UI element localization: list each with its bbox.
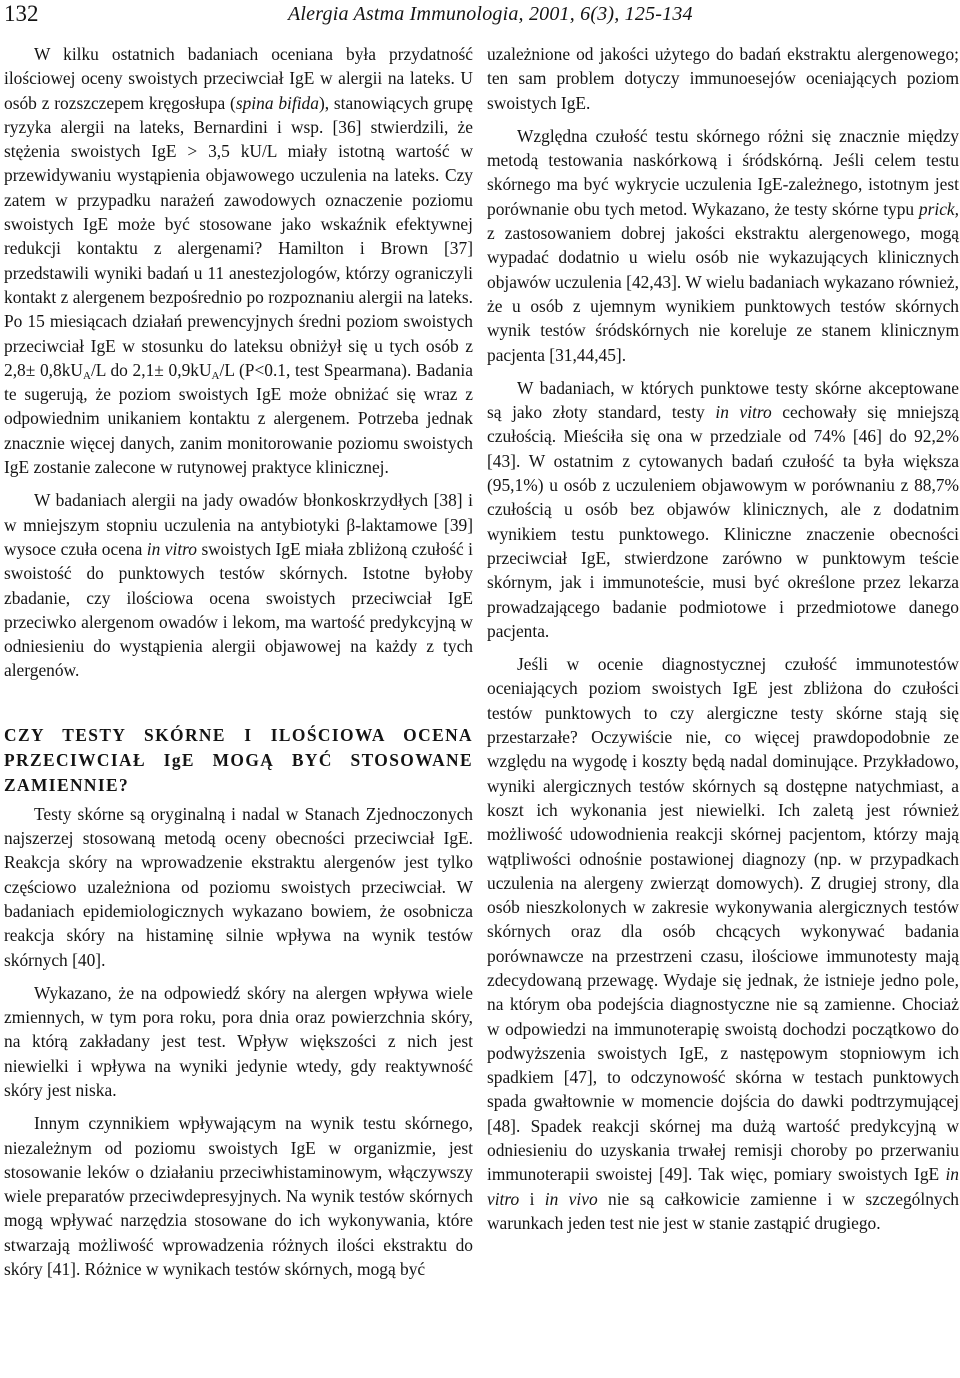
paragraph: Wykazano, że na odpowiedź skóry na alergen wpływa wiele zmiennych, w tym pora roku, pora dnia oraz powierzchnia skóry, na którą zakładany jest test. Wpływ większości z nich jest niewielki i wpływa na wyniki jedynie wtedy, gdy reaktywność skóry jest niska. xyxy=(4,982,473,1100)
paragraph: Innym czynnikiem wpływającym na wynik testu skórnego, niezależnym od poziomu swoistych IgE w organizmie, jest stosowanie leków o działaniu przeciwhistaminowym, włączywszy wiele preparatów przeciwdepresyjnych. Na wynik testów skórnych mogą wpływać narzędzia stosowane do ich wykonywania, które stwarzają możliwość wprowadzenia różnych ilości ekstraktu do skóry [41]. Różnice w wynikach testów skórnych, mogą być xyxy=(4,1113,473,1280)
paragraph: Testy skórne są oryginalną i nadal w Stanach Zjednoczonych najszerzej stosowaną metodą oceny obecności przeciwciał IgE. Reakcja skóry na wprowadzenie ekstraktu alergenów jest tylko częściowo uzależniona od poziomu swoistych przeciwciał. W badaniach epidemiologicznych wykazano bowiem, że osobnicza reakcja skóry na histaminę silnie wpływa na wynik testów skórnych [40]. xyxy=(4,803,473,970)
paragraph: W kilku ostatnich badaniach oceniana była przydatność ilościowej oceny swoistych przeciwciał IgE w alergii na lateks. U osób z rozszczepem kręgosłupa (spina bifida), stanowiących grupę ryzyka alergii na lateks, Bernardini i wsp. [36] stwierdzili, że stężenia swoistych IgE > 3,5 kU/L miały istotną wartość w przewidywaniu wystąpienia objawowego uczulenia na lateks. Czy zatem w przypadku narażeń zawodowych oznaczenie poziomu swoistych IgE może być stosowane jako wskaźnik efektywnej redukcji kontaktu z alergenami? Hamilton i Brown [37] przedstawili wyniki badań u 11 anestezjologów, którzy ograniczyli kontakt z alergenem bezpośrednio po rozpoznaniu alergii na lateks. Po 15 miesiącach działań prewencyjnych średni poziom swoistych przeciwciał IgE w stosunku do lateksu obniżył się u tych osób z $2,8\pm 0,8kU_A/L$ do $2,1\pm 0,9kU_A/L$ (P<0.1, test Spearmana). Badania te sugerują, że poziom swoistych IgE może obniżać się wraz z odpowiednim unikaniem kontaktu z alergenem. Potrzeba jednak znacznie więcej danych, zanim monitorowanie poziomu swoistych IgE zostanie zalecone w rutynowej praktyce klinicznej. xyxy=(4,44,473,478)
paragraph: Jeśli w ocenie diagnostycznej czułość immunotestów oceniających poziom swoistych IgE jest zbliżona do czułości testów punktowych to czy alergiczne testy skórne stają się przestarzałe? Oczywiście nie, co więcej prawdopodobnie ze względu na wygodę i koszty będą nadal dominujące. Przykładowo, wyniki alergicznych testów skórnych są dostępne natychmiast, a koszt ich wykonania jest niewielki. Ich zaletą jest również możliwość udowodnienia reakcji skórnej pacjentom, którzy mają wątpliwości odnośnie postawionej diagnozy (np. w przypadkach uczulenia na alergeny zwierząt domowych). Z drugiej strony, dla osób nieszkolonych w zakresie wykonywania alergicznych testów skórnych oraz dla osób chcących wykonywać badania porównawcze na przestrzeni czasu, ilościowe immunotesty mają zdecydowaną przewagę. Wydaje się jednak, że istnieje jedno pole, na którym oba podejścia diagnostyczne nie są zamienne. Chociaż w odpowiedzi na immunoterapię swoistą dochodzi początkowo do podwyższenia swoistych IgE, z następowym stopniowym ich spadkiem [47], to odczynowość skórna w testach punktowych spada gwałtownie w momencie dojścia do dawki podtrzymującej [48]. Spadek reakcji skórnej ma dużą wartość predykcyjną w odniesieniu do uzyskania trwałej remisji choroby po przerwaniu immunoterapii swoistej [49]. Tak więc, pomiary swoistych IgE in vitro i in vivo nie są całkowicie zamienne i w szczególnych warunkach jeden test nie jest w stanie zastąpić drugiego. xyxy=(487,654,960,1233)
page-number: 132 xyxy=(4,1,39,26)
paragraph-continued: uzależnione od jakości użytego do badań ekstraktu alergenowego; ten sam problem dotyczy immunoesejów oceniających poziom swoistych IgE. xyxy=(487,44,959,113)
right-column xyxy=(487,42,959,1235)
paragraph: Względna czułość testu skórnego różni się znacznie między metodą testowania naskórkową i śródskórną. Jeśli celem testu skórnego ma być wykrycie uczulenia IgE-zależnego, istotnym jest porównanie obu tych metod. Wykazano, że testy skórne typu prick, z zastosowaniem dobrej jakości ekstraktu alergenowego, mogą wypadać dodatnio u wielu osób nie wykazujących klinicznych objawów uczulenia [42,43]. W wielu badaniach wykazano również, że u osób z ujemnym wynikiem punktowych testów skórnych wynik testów śródskórnych nie koreluje ze stanem klinicznym pacjenta [31,44,45]. xyxy=(487,125,959,365)
left-column xyxy=(4,42,473,1281)
paragraph: W badaniach alergii na jady owadów błonkoskrzydłych [38] i w mniejszym stopniu uczulenia na antybiotyki β-laktamowe [39] wysoce czuła ocena in vitro swoistych IgE miała zbliżoną czułość i swoistość do punktowych testów skórnych. Istotne byłoby zbadanie, czy ilościowa ocena swoistych przeciwciał IgE przeciwko alergenom owadów i lekom, ma wartość predykcyjną w odniesieniu do wystąpienia alergii objawowej na każdy z tych alergenów. xyxy=(4,490,473,681)
journal-citation: Alergia Astma Immunologia, 2001, 6(3), 125-134 xyxy=(288,3,693,25)
section-heading: CZY TESTY SKÓRNE I ILOŚCIOWA OCENA PRZECIWCIAŁ IgE MOGĄ BYĆ STOSOWANE ZAMIENNIE? xyxy=(4,724,473,795)
running-header xyxy=(0,0,960,30)
paragraph: W badaniach, w których punktowe testy skórne akceptowane są jako złoty standard, testy in vitro cechowały się mniejszą czułością. Mieściła się ona w przedziale od 74% [46] do 92,2% [43]. W ostatnim z cytowanych badań czułość ta była większa (95,1%) u osób z uczuleniem objawowym w porównaniu z 88,7% czułością u osób bez objawów klinicznych, ale z dodatnim wynikiem testu punktowego. Kliniczne znaczenie obecności przeciwciał IgE, stwierdzone zarówno w punktowym teście skórnym, jak i immunoteście, musi być określone przez lekarza prowadzającego badanie podmiotowe i przedmiotowe danego pacjenta. xyxy=(487,377,960,641)
